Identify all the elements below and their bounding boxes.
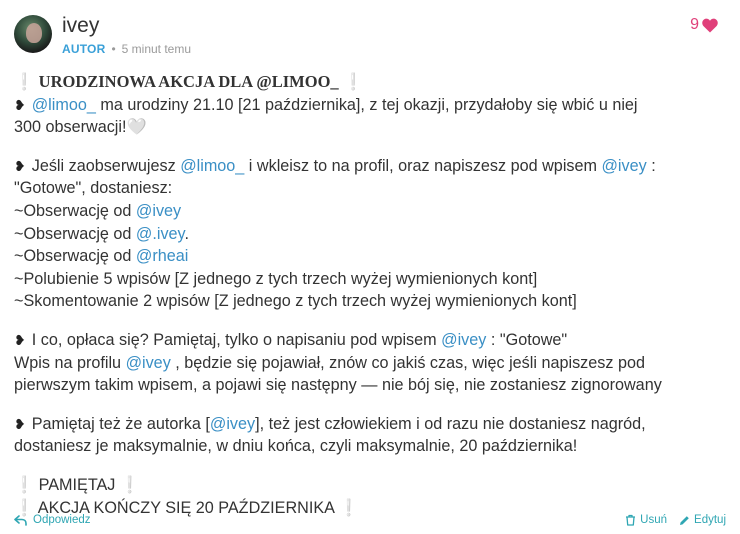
post-meta xyxy=(62,42,191,56)
heart-bullet-icon: ❥ xyxy=(14,415,26,432)
mention-link[interactable]: @limoo_ xyxy=(31,95,96,114)
trash-icon xyxy=(625,514,636,526)
like-button[interactable] xyxy=(690,16,718,34)
comment-actions xyxy=(625,514,726,526)
paragraph-line xyxy=(14,155,724,178)
paragraph-line xyxy=(14,413,724,436)
text: ], też jest człowiekiem i od razu nie dostaniesz nagród, xyxy=(255,414,646,433)
heart-bullet-icon: ❥ xyxy=(14,157,26,174)
reward-line xyxy=(14,200,724,223)
text: . xyxy=(184,224,189,243)
paragraph-line xyxy=(14,329,724,352)
mention-link[interactable]: @ivey xyxy=(209,414,256,433)
text: ~Obserwację od xyxy=(14,201,136,220)
text: i wkleisz to na profil, oraz napiszesz pod wpisem xyxy=(244,156,602,175)
reply-label: Odpowiedz xyxy=(33,514,91,526)
exclamation-icon: ❕ xyxy=(119,475,141,494)
heart-bullet-icon: ❥ xyxy=(14,331,26,348)
paragraph-line: "Gotowe", dostaniesz: xyxy=(14,179,173,198)
paragraph-line xyxy=(14,352,724,375)
text: ma urodziny 21.10 [21 października], z tej okazji, przydałoby się wbić u niej xyxy=(95,95,638,114)
reward-line: ~Polubienie 5 wpisów [Z jednego z tych trzech wyżej wymienionych kont] xyxy=(14,269,538,288)
mention-link[interactable]: @ivey xyxy=(601,156,647,175)
notice-text: AKCJA KOŃCZY SIĘ 20 PAŹDZIERNIKA xyxy=(37,498,335,517)
text: ~Obserwację od xyxy=(14,247,136,266)
text: I co, opłaca się? Pamiętaj, tylko o napisaniu pod wpisem xyxy=(31,330,442,349)
reward-line xyxy=(14,223,724,246)
exclamation-icon: ❕ xyxy=(338,498,359,517)
reward-line: ~Skomentowanie 2 wpisów [Z jednego z tych trzech wyżej wymienionych kont] xyxy=(14,292,577,311)
mention-link[interactable]: @ivey xyxy=(125,353,171,372)
text: : xyxy=(646,156,656,175)
post-content xyxy=(14,71,724,519)
timestamp: 5 minut temu xyxy=(121,42,192,56)
edit-label: Edytuj xyxy=(694,514,726,526)
paragraph-line: dostaniesz je maksymalnie, w dniu końca, czyli maksymalnie, 20 października! xyxy=(14,437,578,456)
like-count: 9 xyxy=(690,16,699,33)
mention-link[interactable]: @ivey xyxy=(441,330,487,349)
post-title: URODZINOWA AKCJA DLA @LIMOO_ xyxy=(38,72,339,91)
comment-footer xyxy=(14,514,726,530)
notice-text: PAMIĘTAJ xyxy=(38,475,116,494)
mention-link[interactable]: @ivey xyxy=(135,201,182,220)
notice-line xyxy=(14,474,724,497)
text: , będzie się pojawiał, znów co jakiś czas, więc jeśli napiszesz pod xyxy=(170,353,645,372)
pencil-icon xyxy=(679,515,690,526)
mention-link[interactable]: @.ivey xyxy=(135,224,185,243)
paragraph-line: pierwszym takim wpisem, a pojawi się następny — nie bój się, nie zostaniesz zignorowany xyxy=(14,376,662,395)
mention-link[interactable]: @rheai xyxy=(135,247,189,266)
paragraph-line: 300 obserwacji!🤍 xyxy=(14,118,147,137)
reward-line xyxy=(14,245,724,268)
delete-label: Usuń xyxy=(640,514,668,526)
exclamation-icon: ❕ xyxy=(343,73,364,91)
text: ~Obserwację od xyxy=(14,224,136,243)
avatar[interactable] xyxy=(14,15,52,53)
exclamation-icon: ❕ xyxy=(14,475,35,494)
text: Pamiętaj też że autorka [ xyxy=(31,414,210,433)
exclamation-icon: ❕ xyxy=(14,73,35,91)
edit-button[interactable] xyxy=(679,514,726,526)
author-badge: AUTOR xyxy=(62,42,106,56)
text: Wpis na profilu xyxy=(14,353,126,372)
heart-bullet-icon: ❥ xyxy=(14,96,26,113)
delete-button[interactable] xyxy=(625,514,667,526)
paragraph-line xyxy=(14,94,724,117)
mention-link[interactable]: @limoo_ xyxy=(180,156,245,175)
reply-icon xyxy=(14,515,27,526)
text: : "Gotowe" xyxy=(486,330,568,349)
username[interactable]: ivey xyxy=(62,14,100,37)
heart-icon xyxy=(702,18,718,33)
post-title-line xyxy=(14,71,724,94)
reply-button[interactable] xyxy=(14,514,91,526)
exclamation-icon: ❕ xyxy=(14,498,35,517)
separator-dot: • xyxy=(111,42,116,56)
text: Jeśli zaobserwujesz xyxy=(31,156,181,175)
